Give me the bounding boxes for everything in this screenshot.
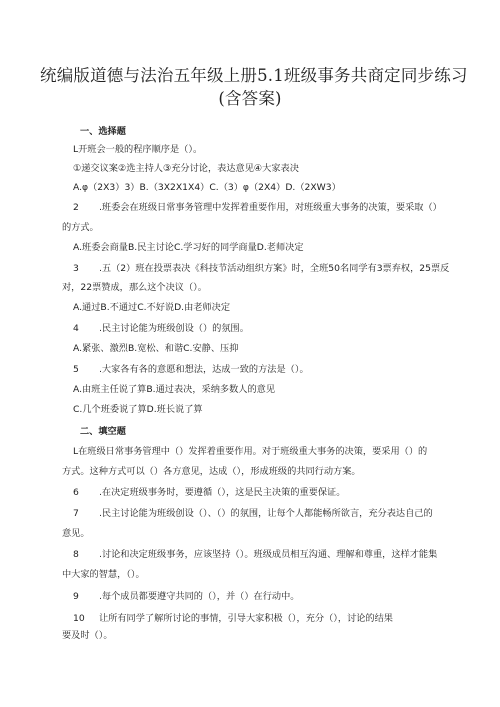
question-4-options: A.紧张、激烈B.宽松、和谐C.安静、压抑 bbox=[73, 343, 239, 354]
question-2-stem-cont: 的方式。 bbox=[62, 222, 99, 233]
question-number: 4 bbox=[73, 323, 79, 334]
question-number: 7 bbox=[73, 508, 79, 519]
question-text: .每个成员都要遵守共同的（），并（）在行动中。 bbox=[99, 591, 300, 602]
section-heading-fill: 二、填空题 bbox=[80, 426, 126, 437]
question-5-stem bbox=[73, 364, 309, 376]
question-1-items: ①递交议案②选主持人③充分讨论，表达意见④大家表决 bbox=[73, 163, 299, 174]
question-1-stem: L开班会一般的程序顺序是（）。 bbox=[73, 144, 203, 155]
fill-7-stem-cont: 意见。 bbox=[62, 528, 90, 539]
question-4-stem bbox=[73, 323, 249, 335]
question-text: .在决定班级事务时，要遵循（），这是民主决策的重要保证。 bbox=[99, 487, 346, 498]
fill-1-stem-cont: 方式。这种方式可以（）各方意见，达成（），形成班级的共同行动方案。 bbox=[62, 466, 361, 477]
question-text: 让所有同学了解所讨论的事情，引导大家积极（），充分（），讨论的结果 bbox=[99, 613, 393, 624]
question-text: .民主讨论能为班级创设（）、（）的氛围，让每个人都能畅所欲言，充分表达自己的 bbox=[99, 508, 433, 519]
fill-10-stem-cont: 要及时（）。 bbox=[62, 630, 113, 641]
question-number: 2 bbox=[73, 202, 79, 213]
fill-9-stem bbox=[73, 591, 299, 603]
question-number: 8 bbox=[73, 549, 79, 560]
fill-1-stem: L在班级日常事务管理中（）发挥着重要作用。对于班级重大事务的决策，要采用（）的 bbox=[73, 446, 428, 457]
question-5-options-2: C.几个班委说了算D.班长说了算 bbox=[73, 404, 203, 415]
question-text: .大家各有各的意愿和想法，达成一致的方法是（）。 bbox=[99, 364, 309, 375]
question-number: 5 bbox=[73, 364, 79, 375]
question-number: 9 bbox=[73, 591, 79, 602]
question-2-stem bbox=[73, 202, 442, 214]
question-number: 3 bbox=[73, 263, 79, 274]
question-3-options: A.通过B.不通过C.不好说D.由老师决定 bbox=[73, 302, 231, 313]
question-5-options-1: A.由班主任说了算B.通过表决，采纳多数人的意见 bbox=[73, 384, 276, 395]
section-heading-choice: 一、选择题 bbox=[80, 126, 126, 137]
fill-8-stem bbox=[73, 549, 437, 561]
question-number: 10 bbox=[73, 613, 85, 624]
question-3-stem bbox=[73, 263, 449, 275]
question-1-options: A.φ（2X3）3）B.（3X2X1X4）C.（3）φ（2X4）D.（2XW3） bbox=[73, 182, 341, 193]
question-number: 6 bbox=[73, 487, 79, 498]
fill-6-stem bbox=[73, 487, 345, 499]
fill-10-stem bbox=[73, 613, 393, 625]
question-text: .五（2）班在投票表决《科技节活动组织方案》时，全班50名同学有3票弃权，25票反 bbox=[99, 263, 450, 274]
document-title: 统编版道德与法治五年级上册5.1班级事务共商定同步练习 bbox=[40, 66, 468, 85]
document-subtitle: (含答案) bbox=[218, 89, 282, 108]
question-text: .讨论和决定班级事务，应该坚持（）。班级成员相互沟通、理解和尊重，这样才能集 bbox=[99, 549, 438, 560]
fill-8-stem-cont: 中大家的智慧，（）。 bbox=[62, 569, 145, 580]
question-3-stem-cont: 对，22票赞成，那么这个决议（）。 bbox=[62, 282, 207, 293]
question-text: .班委会在班级日常事务管理中发挥着重要作用，对班级重大事务的决策，要采取（） bbox=[99, 202, 442, 213]
question-text: .民主讨论能为班级创设（）的氛围。 bbox=[99, 323, 249, 334]
fill-7-stem bbox=[73, 508, 433, 520]
question-2-options: A.班委会商量B.民主讨论C.学习好的同学商量D.老师决定 bbox=[73, 242, 304, 253]
